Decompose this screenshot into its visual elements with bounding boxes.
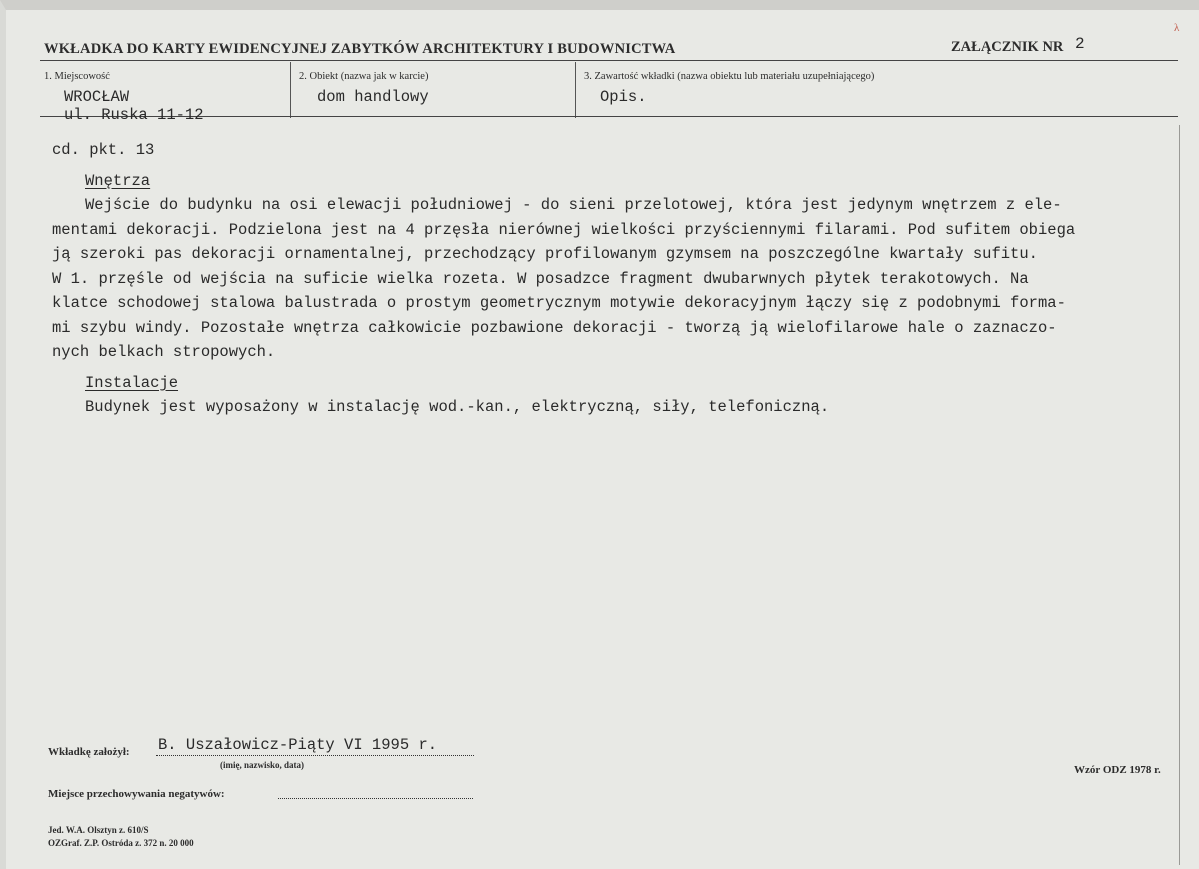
printer-info-1: Jed. W.A. Olsztyn z. 610/S <box>48 825 149 835</box>
interiors-line: mentami dekoracji. Podzielona jest na 4 przęsła nierównej wielkości przyściennymi filarami. Pod sufitem obiega <box>52 220 1076 239</box>
locality-value-street: ul. Ruska 11-12 <box>64 106 204 124</box>
section-heading-interiors: Wnętrza <box>85 171 151 190</box>
annex-number: 2 <box>1075 35 1085 53</box>
interiors-line: nych belkach stropowych. <box>52 343 276 361</box>
printer-info-2: OZGraf. Z.P. Ostróda z. 372 n. 20 000 <box>48 838 194 848</box>
interiors-line: W 1. przęśle od wejścia na suficie wielka rozeta. W posadzce fragment dwubarwnych płytek terakotowych. Na <box>52 269 1029 288</box>
created-by-value: B. Uszałowicz-Piąty VI 1995 r. <box>158 736 438 754</box>
created-by-line <box>156 755 474 756</box>
installations-line: Budynek jest wyposażony w instalację wod.-kan., elektryczną, siły, telefoniczną. <box>85 398 830 416</box>
form-model: Wzór ODZ 1978 r. <box>1074 764 1161 776</box>
fields-bottom-rule <box>40 116 1178 117</box>
created-by-label: Wkładkę założył: <box>48 746 130 758</box>
corner-mark: λ <box>1174 22 1180 34</box>
object-label: 2. Obiekt (nazwa jak w karcie) <box>299 71 429 82</box>
description-body <box>52 138 1142 420</box>
locality-label: 1. Miejscowość <box>44 71 110 82</box>
form-title: WKŁADKA DO KARTY EWIDENCYJNEJ ZABYTKÓW ARCHITEKTURY I BUDOWNICTWA <box>44 41 676 57</box>
interiors-line: mi szybu windy. Pozostałe wnętrza całkowicie pozbawione dekoracji - tworzą ją wielofilarowe hale o zaznaczo- <box>52 318 1057 337</box>
field-divider-1 <box>290 62 291 118</box>
contents-value: Opis. <box>600 88 647 106</box>
interiors-line: klatce schodowej stalowa balustrada o prostym geometrycznym motywie dekoracyjnym łączy się z podobnymi forma- <box>52 294 1066 312</box>
field-divider-2 <box>575 62 576 118</box>
continuation-note: cd. pkt. 13 <box>52 141 155 159</box>
interiors-line: ją szeroki pas dekoracji ornamentalnej, przechodzący profilowanym gzymsem na poszczególne kwartały sufitu. <box>52 245 1038 263</box>
object-value: dom handlowy <box>317 88 429 106</box>
right-edge-rule <box>1179 125 1180 865</box>
negatives-location-label: Miejsce przechowywania negatywów: <box>48 788 225 800</box>
header-rule <box>40 60 1178 61</box>
interiors-line: Wejście do budynku na osi elewacji południowej - do sieni przelotowej, która jest jedynym wnętrzem z ele- <box>85 196 1062 214</box>
created-by-hint: (imię, nazwisko, data) <box>220 760 304 770</box>
annex-label: ZAŁĄCZNIK NR <box>951 39 1064 55</box>
contents-label: 3. Zawartość wkładki (nazwa obiektu lub materiału uzupełniającego) <box>584 71 875 82</box>
section-heading-installations: Instalacje <box>85 373 179 392</box>
locality-value-city: WROCŁAW <box>64 88 130 106</box>
negatives-location-line <box>278 798 473 799</box>
